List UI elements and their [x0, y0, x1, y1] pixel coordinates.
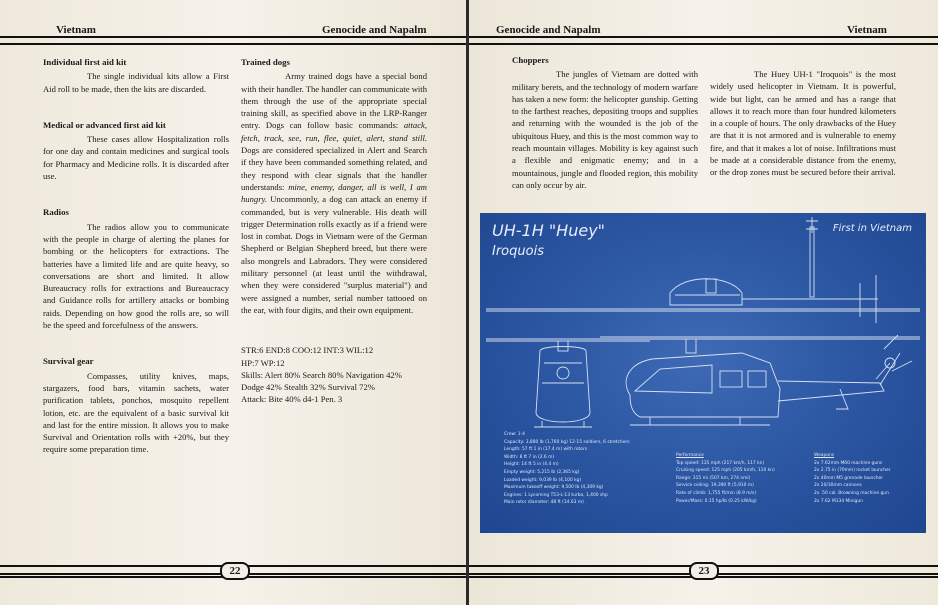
- spec-line: Height: 14 ft 5 in (4.4 m): [504, 462, 559, 468]
- section-text: These cases allow Hospitalization rolls for one day and contain medicines and surgical tools for Pharmacy and Medicine rolls. It is discarded after use.: [43, 134, 229, 182]
- spec-line: Rate of climb: 1,755 ft/min (8.9 m/s): [676, 490, 757, 496]
- spec-line: Engines: 1 Lycoming T53-L-13 turbo, 1,400 shp: [504, 492, 608, 498]
- stat-line: STR:6 END:8 COO:12 INT:3 WIL:12: [241, 345, 374, 356]
- specs-weapons: [814, 452, 891, 505]
- header-rule: [0, 36, 467, 45]
- dogs-text-c: Uncommonly, a dog can attack an enemy if commanded, but is very vulnerable. His death will trigger Determination rolls exactly as if a friend were lost in combat. Dogs in Vietnam were of the German Shepherd or Belgian Shepherd breed, but there were also mongrels and Labradors. They were considered military personnel (at least until the withdrawal, when they were considered "surplus material") and were assigned a number, serial number tattooed on the ear, with four digits, and their own equipment.: [241, 194, 427, 315]
- spec-line: Empty weight: 5,215 lb (2,365 kg): [504, 469, 580, 475]
- spec-line: Maximum takeoff weight: 9,500 lb (4,309 kg): [504, 485, 604, 491]
- stat-line: HP:7 WP:12: [241, 357, 285, 368]
- huey-blueprint-image: [480, 213, 926, 533]
- spec-line: 2x .50 cal. Browning machine gun: [814, 490, 889, 496]
- spec-line: Cruising speed: 125 mph (205 km/h, 110 kn): [676, 468, 775, 474]
- left-running-head-right: Genocide and Napalm: [322, 24, 427, 36]
- dog-stat-block: [241, 344, 427, 405]
- dogs-signals: mine, enemy, danger, all is well, I am hungry.: [241, 181, 427, 205]
- spec-line: Crew: 1-4: [504, 432, 525, 437]
- stat-line: Skills: Alert 80% Search 80% Navigation 42%: [241, 369, 402, 380]
- spec-heading: Weapons: [814, 453, 835, 458]
- section-individual-kit: [43, 56, 229, 95]
- spec-line: Loaded weight: 9,039 lb (4,100 kg): [504, 477, 582, 483]
- dogs-commands: attack, fetch, track, see, run, flee, quiet, alert, stand still.: [241, 120, 427, 143]
- section-title: Survival gear: [43, 356, 94, 367]
- blueprint-title: UH-1H "Huey": [492, 221, 606, 240]
- spec-line: 2x 7.62 M134 Minigun: [814, 498, 863, 504]
- section-text: Compasses, utility knives, maps, stargazers, food bars, vitamin sachets, water purification tablets, ponchos, mosquito repellent lotion, etc. are the equivalent of a basic survival kit and last for the entire mission. It allows you to make Survival and Orientation rolls with +20%, but they require some preparation time.: [43, 370, 229, 455]
- choppers-text-2: The Huey UH-1 "Iroquois" is the most widely used helicopter in Vietnam. It is powerful, wide but light, can be armed and has a range that allows it to reach more than four hundred kilometers in a couple of hours. The only drawbacks of the Huey are that it is not armored and is vulnerable to enemy fire, and that it makes a lot of noise. Infiltrations must be made at a considerable distance from the enemy, or the drop zones must be secured before their arrival.: [710, 69, 896, 178]
- right-page: [469, 0, 938, 605]
- section-title-choppers: Choppers: [512, 55, 549, 65]
- dogs-text-a: Army trained dogs have a special bond with their handler. The handler can communicate with them through the use of the appropriate special training skill, as specified above in the LRP-Ranger entry. Dogs can follow basic commands:: [241, 71, 427, 131]
- section-text: The single individual kits allow a First Aid roll to be made, then the kits are discarded.: [43, 71, 229, 94]
- spec-line: 2x 20/30mm cannons: [814, 483, 862, 489]
- choppers-text-1: The jungles of Vietnam are dotted with military berets, and the technology of modern warfare has taken a new form: the helicopter gunship. Getting to the farthest reaches, depositing troops and supplies and returning with the wounded is the job of the ubiquitous Huey, and this is the most common way to reach mountain villages. Mobility is key against such a flexible and enigmatic enemy; and in a mountainous, jungle and flooded region, this mobility can only occur by air.: [512, 69, 698, 190]
- right-running-head-right: Vietnam: [847, 24, 887, 36]
- stat-line: Attack: Bite 40% d4-1 Pen. 3: [241, 394, 343, 405]
- spec-line: 2x 2.75 in (70mm) rocket launcher: [814, 468, 891, 474]
- section-radios: [43, 206, 229, 331]
- right-running-head-left: Genocide and Napalm: [496, 24, 601, 36]
- left-column-1: [43, 56, 229, 470]
- spec-line: Range: 315 mi (507 km, 274 nmi): [676, 475, 751, 481]
- spec-line: Width: 8 ft 7 in (2.6 m): [504, 454, 555, 460]
- left-running-head-left: Vietnam: [56, 24, 96, 36]
- stat-line: Dodge 42% Stealth 32% Survival 72%: [241, 382, 375, 393]
- right-column-2: [710, 68, 896, 179]
- section-survival-gear: [43, 355, 229, 455]
- section-title: Individual first aid kit: [43, 57, 127, 67]
- blueprint-corner-label: First in Vietnam: [832, 223, 912, 234]
- specs-main: [504, 431, 630, 507]
- dogs-text-b: Dogs are considered specialized in Alert and Search if they have been commanded something related, and they respond with clear signals that the handler understands:: [241, 145, 427, 192]
- section-text: The radios allow you to communicate with the people in charge of alerting the planes for bombing or the helicopters for extractions. The batteries have a limited life and are quite heavy, so conversations are short and limited. It allow Bureaucracy rolls for extractions and Bureaucracy and Guidance rolls for artillery attacks or bombing raids. Depending on how good the rolls are, so will be the speed and forcefulness of the answers.: [43, 221, 229, 331]
- page-number-right: 23: [689, 562, 719, 580]
- spec-line: 2x 40mm M5 grenade launcher: [814, 475, 884, 481]
- header-rule: [469, 36, 938, 45]
- trained-dogs-text: [241, 70, 427, 316]
- section-medical-kit: [43, 119, 229, 182]
- page-number-left: 22: [220, 562, 250, 580]
- spec-line: Capacity: 3,880 lb (1,760 kg) 12-15 soldiers, 6 stretchers: [504, 439, 630, 445]
- spec-line: Length: 57 ft 1 in (17.4 m) with rotors: [504, 447, 588, 453]
- spec-line: 2x 7.62mm M60 machine guns: [814, 460, 883, 466]
- section-title-trained-dogs: Trained dogs: [241, 57, 290, 67]
- spec-line: Power/Mass: 0.15 hp/lb (0.25 kW/kg): [676, 498, 757, 504]
- section-title: Medical or advanced first aid kit: [43, 119, 166, 130]
- section-title: Radios: [43, 207, 69, 218]
- spec-line: Service ceiling: 19,390 ft (5,910 m): [676, 483, 754, 489]
- blueprint-subtitle: Iroquois: [492, 244, 544, 259]
- specs-performance: [676, 452, 775, 505]
- right-column-1: [512, 54, 698, 191]
- spec-line: Main rotor diameter: 48 ft (14.63 m): [504, 500, 584, 506]
- spec-heading: Performance: [676, 453, 704, 458]
- spec-line: Top speed: 135 mph (217 km/h, 117 kn): [676, 460, 765, 466]
- left-page: [0, 0, 467, 605]
- left-column-2: [241, 56, 427, 406]
